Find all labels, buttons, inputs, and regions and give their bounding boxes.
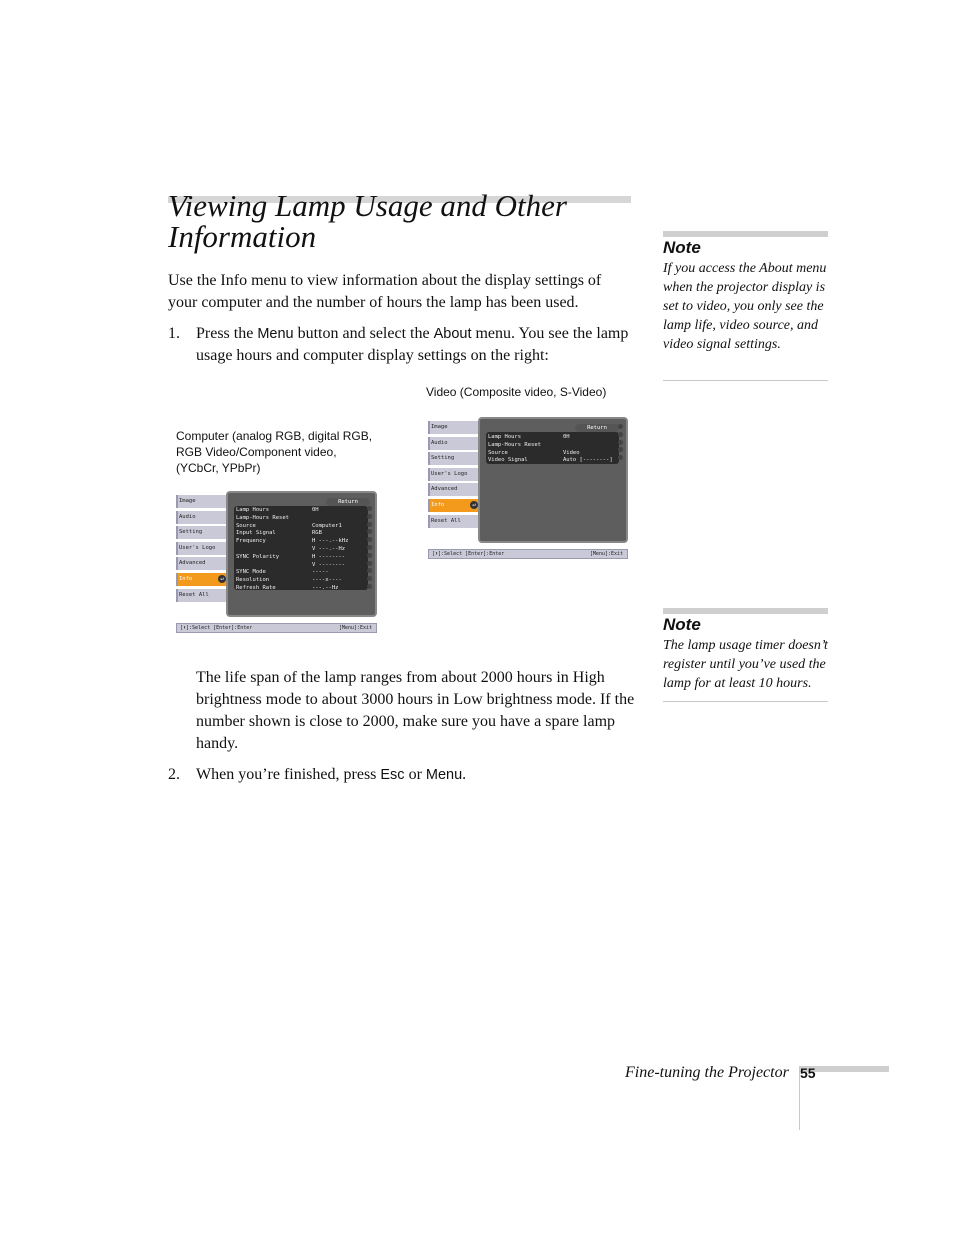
info-row-value: Video <box>563 449 580 456</box>
step-2-number: 2. <box>168 766 180 783</box>
step-1-number: 1. <box>168 325 180 342</box>
menu-item <box>428 437 480 450</box>
enter-arrow-icon: ↵ <box>470 501 478 509</box>
menu-item <box>176 542 228 555</box>
lamp-lifespan-paragraph: The life span of the lamp ranges from about 2000 hours in High brightness mode to about 3000 hours in Low brightness mode. If the number shown is close to 2000, make sure you have a spare lamp handy. <box>196 669 635 752</box>
footer-exit-hint: [Menu]:Exit <box>589 551 623 557</box>
menu-item <box>176 526 228 539</box>
note-2-heading: Note <box>663 615 701 634</box>
info-row-label: Lamp-Hours Reset <box>236 514 289 521</box>
info-row-label: Lamp Hours <box>488 434 522 440</box>
menu-item <box>428 468 480 481</box>
info-row-label: Frequency <box>236 538 266 545</box>
info-row-value: V ---.--Hz <box>312 546 346 552</box>
menu-item-label: Audio <box>431 439 448 446</box>
info-row-label: Refresh Rate <box>236 585 276 591</box>
menu-item-label: Info <box>179 575 193 582</box>
info-row-value: Computer1 <box>312 522 342 529</box>
menu-item <box>428 421 480 434</box>
menu-item-label: User's Logo <box>431 470 468 477</box>
menu-item <box>176 557 228 570</box>
panel-rail <box>367 506 372 592</box>
panel-rail <box>618 424 623 463</box>
esc-key: Esc <box>380 767 405 783</box>
page-number: 55 <box>800 1065 816 1081</box>
menu-footer <box>428 549 628 559</box>
menu-item-label: Reset All <box>431 517 461 524</box>
menu-item-label: Setting <box>179 529 203 536</box>
note-1-text: If you access the About menu when the projector display is set to video, you only see the lamp life, video source, and video signal settings. <box>663 261 827 352</box>
menu-item-label: Info <box>431 501 445 508</box>
about-key: About <box>433 326 472 342</box>
info-row-label: Lamp Hours <box>236 507 270 513</box>
info-row-label: SYNC Polarity <box>236 553 280 560</box>
info-row-label: Source <box>488 449 508 456</box>
note-1-rule <box>663 380 828 381</box>
info-row-label: Input Signal <box>236 530 276 537</box>
intro-paragraph: Use the Info menu to view information about the display settings of your computer and the number of hours the lamp has been used. <box>168 272 602 311</box>
enter-arrow-icon: ↵ <box>218 575 226 583</box>
note-2-text: The lamp usage timer doesn’t register until you’ve used the lamp for at least 10 hours. <box>663 638 828 691</box>
return-button: Return <box>326 498 370 506</box>
video-caption: Video (Composite video, S-Video) <box>426 385 607 399</box>
menu-item-label: Reset All <box>179 591 209 598</box>
menu-key: Menu <box>257 326 294 342</box>
menu-item <box>176 511 228 524</box>
info-row-value: RGB <box>312 530 322 537</box>
info-row-label: SYNC Mode <box>236 569 266 576</box>
footer-select-hint: [⬍]:Select [Enter]:Enter <box>432 551 505 557</box>
menu-item-label: Advanced <box>431 486 458 493</box>
menu-sidebar <box>176 495 228 604</box>
menu-item <box>176 495 228 508</box>
menu-item-label: Image <box>179 498 196 504</box>
computer-info-menu-screenshot <box>176 491 377 633</box>
info-row-value: H ---.--kHz <box>312 538 349 545</box>
info-row-value: Auto [--------] <box>563 457 613 464</box>
info-panel <box>226 491 377 617</box>
menu-item <box>428 452 480 465</box>
menu-item <box>176 589 228 602</box>
info-row-label: Video Signal <box>488 457 528 464</box>
menu-item <box>428 499 480 512</box>
info-row-value: H -------- <box>312 553 346 560</box>
menu-item <box>176 573 228 586</box>
menu-footer <box>176 623 377 633</box>
menu-item-label: Advanced <box>179 560 206 567</box>
menu-item <box>428 515 480 528</box>
menu-item-label: Audio <box>179 513 196 520</box>
info-row-label: Source <box>236 522 256 529</box>
menu-item-label: User's Logo <box>179 544 216 551</box>
menu-sidebar <box>428 421 480 530</box>
footer-select-hint: [⬍]:Select [Enter]:Enter <box>180 625 253 631</box>
page-title: Viewing Lamp Usage and Other Information <box>168 188 567 254</box>
menu-key: Menu <box>425 767 463 783</box>
menu-item <box>428 483 480 496</box>
menu-item-label: Setting <box>431 455 455 462</box>
info-row-value: 0H <box>312 507 319 513</box>
info-row-value: V -------- <box>312 561 346 568</box>
step-2-text: When you’re finished, press Esc or Menu. <box>196 766 467 783</box>
note-1-bar <box>663 231 828 237</box>
footer-section-title: Fine-tuning the Projector <box>625 1064 789 1081</box>
info-row-value: 0H <box>563 434 570 440</box>
info-row-label: Lamp-Hours Reset <box>488 441 541 448</box>
info-row-value: ----- <box>312 569 329 576</box>
video-info-menu-screenshot <box>428 417 628 559</box>
info-row-value: ----x---- <box>312 577 342 584</box>
computer-caption: Computer (analog RGB, digital RGB, RGB Video/Component video, (YCbCr, YPbPr) <box>176 429 373 475</box>
note-2-rule <box>663 701 828 702</box>
step-1-text: Press the Menu button and select the About menu. You see the lamp usage hours and computer display settings on the right: <box>196 325 629 364</box>
info-row-label: Resolution <box>236 577 270 584</box>
note-2-bar <box>663 608 828 614</box>
footer-exit-hint: [Menu]:Exit <box>338 625 372 631</box>
return-button: Return <box>575 424 619 432</box>
note-1-heading: Note <box>663 238 701 257</box>
menu-item-label: Image <box>431 424 448 430</box>
info-panel <box>478 417 628 543</box>
info-row-value: ---.--Hz <box>312 585 339 591</box>
